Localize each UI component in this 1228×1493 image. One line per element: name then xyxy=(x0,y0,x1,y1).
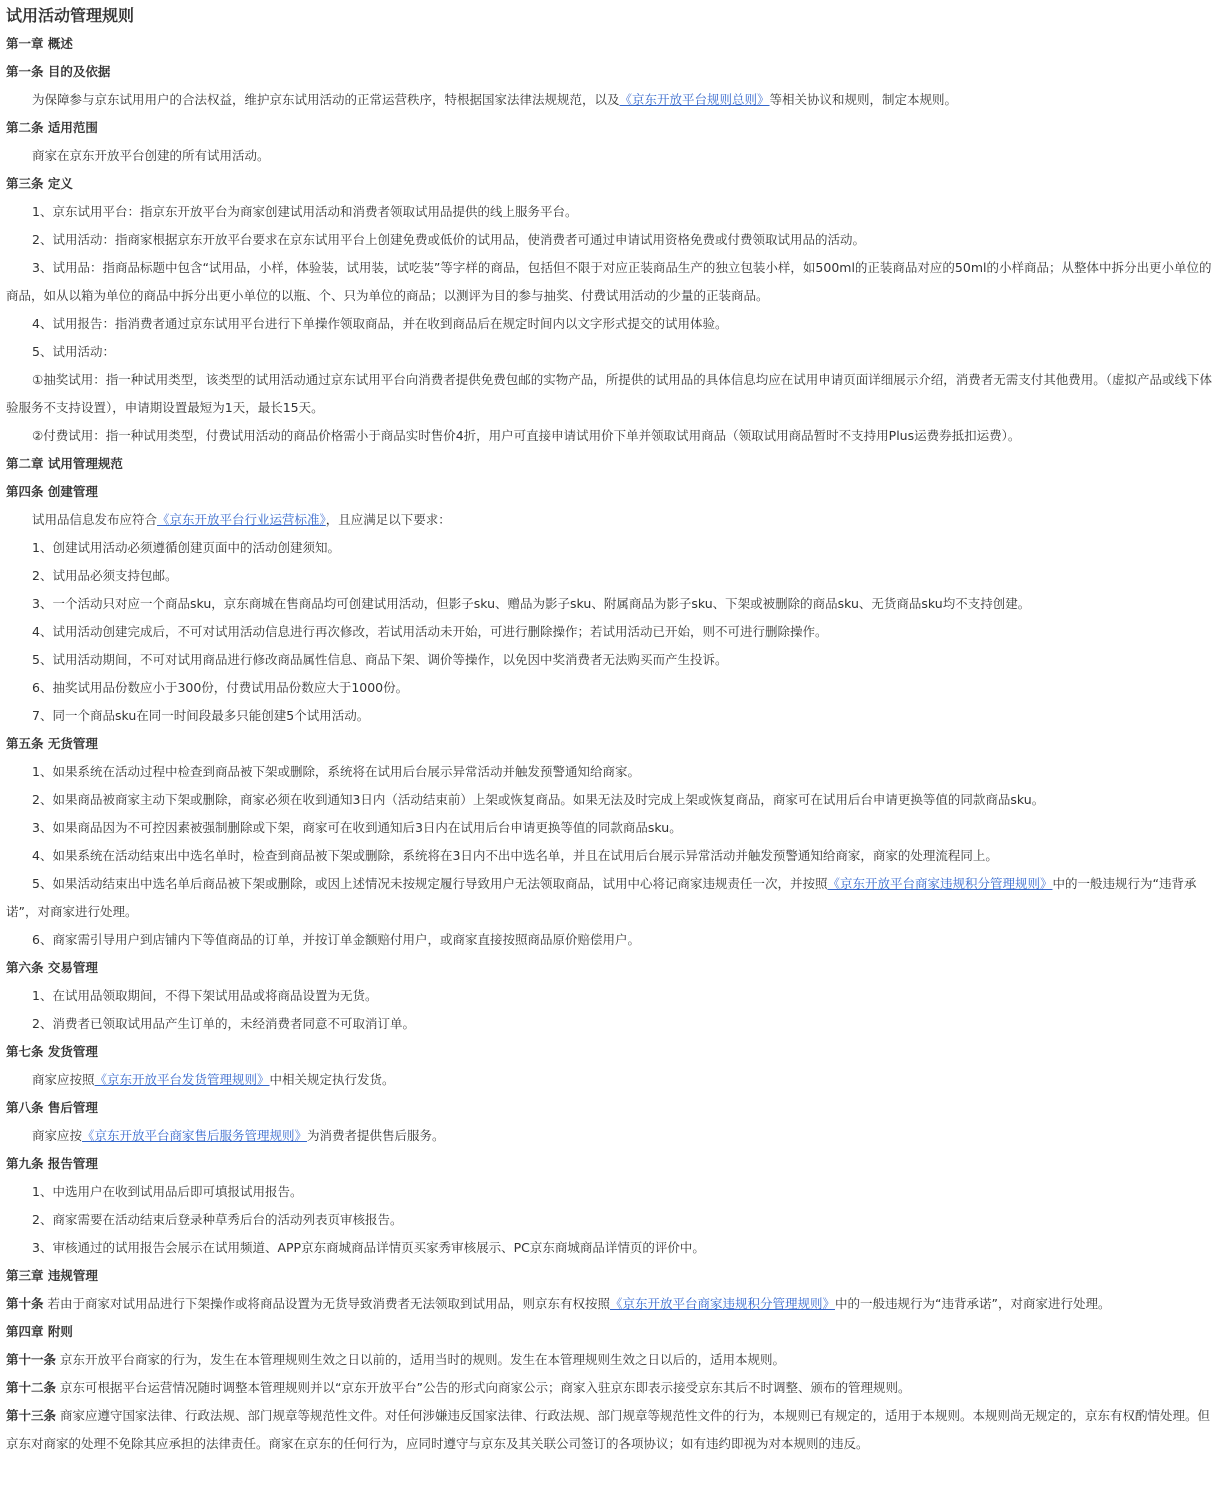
section-heading: 第三条 定义 xyxy=(6,176,73,191)
paragraph-text: 1、如果系统在活动过程中检查到商品被下架或删除，系统将在试用后台展示异常活动并触发预警通知给商家。 xyxy=(32,764,640,779)
paragraph xyxy=(6,590,1222,618)
section-heading: 第一章 概述 xyxy=(6,36,73,51)
paragraph xyxy=(6,310,1222,338)
paragraph-text: 京东可根据平台运营情况随时调整本管理规则并以“京东开放平台”公告的形式向商家公示；商家入驻京东即表示接受京东其后不时调整、颁布的管理规则。 xyxy=(56,1380,911,1395)
article-paragraph xyxy=(6,1402,1222,1458)
paragraph-text: 商家应按照 xyxy=(32,1072,95,1087)
paragraph xyxy=(6,926,1222,954)
paragraph-text: 3、试用品：指商品标题中包含“试用品，小样，体验装，试用装，试吃装”等字样的商品，包括但不限于对应正装商品生产的独立包装小样，如500ml的正装商品对应的50ml的小样商品；从整体中拆分出更小单位的商品，如从以箱为单位的商品中拆分出更小单位的以瓶、个、只为单位的商品；以测评为目的参与抽奖、付费试用活动的少量的正装商品。 xyxy=(6,260,1212,303)
paragraph-text: 商家应遵守国家法律、行政法规、部门规章等规范性文件。对任何涉嫌违反国家法律、行政法规、部门规章等规范性文件的行为，本规则已有规定的，适用于本规则。本规则尚无规定的，京东有权酌情处理。但京东对商家的处理不免除其应承担的法律责任。商家在京东的任何行为，应同时遵守与京东及其关联公司签订的各项协议；如有违约即视为对本规则的违反。 xyxy=(6,1408,1210,1451)
paragraph-text: 为消费者提供售后服务。 xyxy=(307,1128,445,1143)
rule-link[interactable]: 《京东开放平台商家售后服务管理规则》 xyxy=(82,1128,308,1143)
rule-link[interactable]: 《京东开放平台发货管理规则》 xyxy=(94,1072,270,1087)
paragraph-text: 商家应按 xyxy=(32,1128,83,1143)
section-heading: 第五条 无货管理 xyxy=(6,736,98,751)
paragraph xyxy=(6,506,1222,534)
paragraph-text: 2、试用活动：指商家根据京东开放平台要求在京东试用平台上创建免费或低价的试用品，使消费者可通过申请试用资格免费或付费领取试用品的活动。 xyxy=(32,232,865,247)
section-heading: 第四章 附则 xyxy=(6,1324,73,1339)
paragraph xyxy=(6,786,1222,814)
paragraph xyxy=(6,1122,1222,1150)
paragraph xyxy=(6,1066,1222,1094)
section-heading: 第七条 发货管理 xyxy=(6,1044,98,1059)
paragraph xyxy=(6,534,1222,562)
paragraph-text: 中的一般违规行为“违背承诺”，对商家进行处理。 xyxy=(835,1296,1111,1311)
paragraph-text: 试用品信息发布应符合 xyxy=(32,512,158,527)
paragraph-text: 中相关规定执行发货。 xyxy=(269,1072,395,1087)
document-body xyxy=(6,30,1222,1458)
paragraph-text: 6、抽奖试用品份数应小于300份，付费试用品份数应大于1000份。 xyxy=(32,680,409,695)
paragraph xyxy=(6,814,1222,842)
paragraph-text: 3、一个活动只对应一个商品sku，京东商城在售商品均可创建试用活动，但影子sku、赠品为影子sku、附属商品为影子sku、下架或被删除的商品sku、无货商品sku均不支持创建。 xyxy=(32,596,1031,611)
paragraph-text: ①抽奖试用：指一种试用类型，该类型的试用活动通过京东试用平台向消费者提供免费包邮的实物产品，所提供的试用品的具体信息均应在试用申请页面详细展示介绍，消费者无需支付其他费用。（虚拟产品或线下体验服务不支持设置），申请期设置最短为1天，最长15天。 xyxy=(6,372,1212,415)
paragraph-text: 7、同一个商品sku在同一时间段最多只能创建5个试用活动。 xyxy=(32,708,370,723)
paragraph xyxy=(6,86,1222,114)
paragraph-text: 1、在试用品领取期间，不得下架试用品或将商品设置为无货。 xyxy=(32,988,378,1003)
paragraph-text: 3、如果商品因为不可控因素被强制删除或下架，商家可在收到通知后3日内在试用后台申请更换等值的同款商品sku。 xyxy=(32,820,682,835)
section-heading: 第一条 目的及依据 xyxy=(6,64,111,79)
paragraph-text: 5、试用活动： xyxy=(32,344,115,359)
paragraph-text: 2、试用品必须支持包邮。 xyxy=(32,568,178,583)
paragraph xyxy=(6,702,1222,730)
section-heading: 第九条 报告管理 xyxy=(6,1156,98,1171)
paragraph xyxy=(6,198,1222,226)
paragraph-text: 京东开放平台商家的行为，发生在本管理规则生效之日以前的，适用当时的规则。发生在本管理规则生效之日以后的，适用本规则。 xyxy=(56,1352,785,1367)
paragraph-text: 中的一般违规行为“违背承诺”，对商家进行处理。 xyxy=(6,876,1197,919)
paragraph xyxy=(6,674,1222,702)
paragraph-text: 4、试用活动创建完成后，不可对试用活动信息进行再次修改，若试用活动未开始，可进行删除操作；若试用活动已开始，则不可进行删除操作。 xyxy=(32,624,828,639)
paragraph xyxy=(6,758,1222,786)
section-heading: 第三章 违规管理 xyxy=(6,1268,98,1283)
paragraph xyxy=(6,254,1222,310)
rule-link[interactable]: 《京东开放平台商家违规积分管理规则》 xyxy=(610,1296,836,1311)
paragraph-text: 商家在京东开放平台创建的所有试用活动。 xyxy=(32,148,270,163)
paragraph xyxy=(6,366,1222,422)
paragraph-text: 2、消费者已领取试用品产生订单的，未经消费者同意不可取消订单。 xyxy=(32,1016,415,1031)
paragraph xyxy=(6,842,1222,870)
article-number: 第十二条 xyxy=(6,1380,57,1395)
paragraph xyxy=(6,1178,1222,1206)
section-heading: 第八条 售后管理 xyxy=(6,1100,98,1115)
rule-link[interactable]: 《京东开放平台规则总则》 xyxy=(619,92,770,107)
paragraph xyxy=(6,1010,1222,1038)
paragraph xyxy=(6,142,1222,170)
paragraph xyxy=(6,338,1222,366)
paragraph xyxy=(6,1234,1222,1262)
page-title: 试用活动管理规则 xyxy=(6,6,135,25)
article-number: 第十一条 xyxy=(6,1352,57,1367)
paragraph xyxy=(6,1206,1222,1234)
paragraph xyxy=(6,422,1222,450)
paragraph-text: 4、试用报告：指消费者通过京东试用平台进行下单操作领取商品，并在收到商品后在规定时间内以文字形式提交的试用体验。 xyxy=(32,316,728,331)
article-number: 第十条 xyxy=(6,1296,44,1311)
article-number: 第十三条 xyxy=(6,1408,57,1423)
paragraph-text: 1、创建试用活动必须遵循创建页面中的活动创建须知。 xyxy=(32,540,340,555)
paragraph-text: 2、如果商品被商家主动下架或删除，商家必须在收到通知3日内（活动结束前）上架或恢复商品。如果无法及时完成上架或恢复商品，商家可在试用后台申请更换等值的同款商品sku。 xyxy=(32,792,1045,807)
paragraph-text: 3、审核通过的试用报告会展示在试用频道、APP京东商城商品详情页买家秀审核展示、PC京东商城商品详情页的评价中。 xyxy=(32,1240,705,1255)
section-heading: 第六条 交易管理 xyxy=(6,960,98,975)
article-paragraph xyxy=(6,1346,1222,1374)
article-paragraph xyxy=(6,1290,1222,1318)
paragraph xyxy=(6,646,1222,674)
article-paragraph xyxy=(6,1374,1222,1402)
paragraph xyxy=(6,870,1222,926)
paragraph xyxy=(6,562,1222,590)
paragraph-text: 6、商家需引导用户到店铺内下等值商品的订单，并按订单金额赔付用户，或商家直接按照商品原价赔偿用户。 xyxy=(32,932,640,947)
paragraph-text: ②付费试用：指一种试用类型，付费试用活动的商品价格需小于商品实时售价4折，用户可直接申请试用价下单并领取试用商品（领取试用商品暂时不支持用Plus运费券抵扣运费）。 xyxy=(32,428,1021,443)
paragraph xyxy=(6,982,1222,1010)
paragraph-text: 1、京东试用平台：指京东开放平台为商家创建试用活动和消费者领取试用品提供的线上服务平台。 xyxy=(32,204,578,219)
paragraph-text: 1、中选用户在收到试用品后即可填报试用报告。 xyxy=(32,1184,303,1199)
paragraph-text: 2、商家需要在活动结束后登录种草秀后台的活动列表页审核报告。 xyxy=(32,1212,403,1227)
paragraph xyxy=(6,618,1222,646)
rule-link[interactable]: 《京东开放平台行业运营标准》 xyxy=(157,512,326,527)
section-heading: 第二章 试用管理规范 xyxy=(6,456,123,471)
rule-link[interactable]: 《京东开放平台商家违规积分管理规则》 xyxy=(827,876,1053,891)
paragraph-text: ，且应满足以下要求： xyxy=(325,512,451,527)
section-heading: 第四条 创建管理 xyxy=(6,484,98,499)
section-heading: 第二条 适用范围 xyxy=(6,120,98,135)
paragraph-text: 5、如果活动结束出中选名单后商品被下架或删除，或因上述情况未按规定履行导致用户无法领取商品，试用中心将记商家违规责任一次，并按照 xyxy=(32,876,828,891)
paragraph xyxy=(6,226,1222,254)
paragraph-text: 4、如果系统在活动结束出中选名单时，检查到商品被下架或删除，系统将在3日内不出中选名单，并且在试用后台展示异常活动并触发预警通知给商家，商家的处理流程同上。 xyxy=(32,848,998,863)
paragraph-text: 为保障参与京东试用用户的合法权益，维护京东试用活动的正常运营秩序，特根据国家法律法规规范，以及 xyxy=(32,92,620,107)
paragraph-text: 若由于商家对试用品进行下架操作或将商品设置为无货导致消费者无法领取到试用品，则京东有权按照 xyxy=(43,1296,610,1311)
paragraph-text: 等相关协议和规则，制定本规则。 xyxy=(769,92,958,107)
paragraph-text: 5、试用活动期间，不可对试用商品进行修改商品属性信息、商品下架、调价等操作，以免因中奖消费者无法购买而产生投诉。 xyxy=(32,652,728,667)
